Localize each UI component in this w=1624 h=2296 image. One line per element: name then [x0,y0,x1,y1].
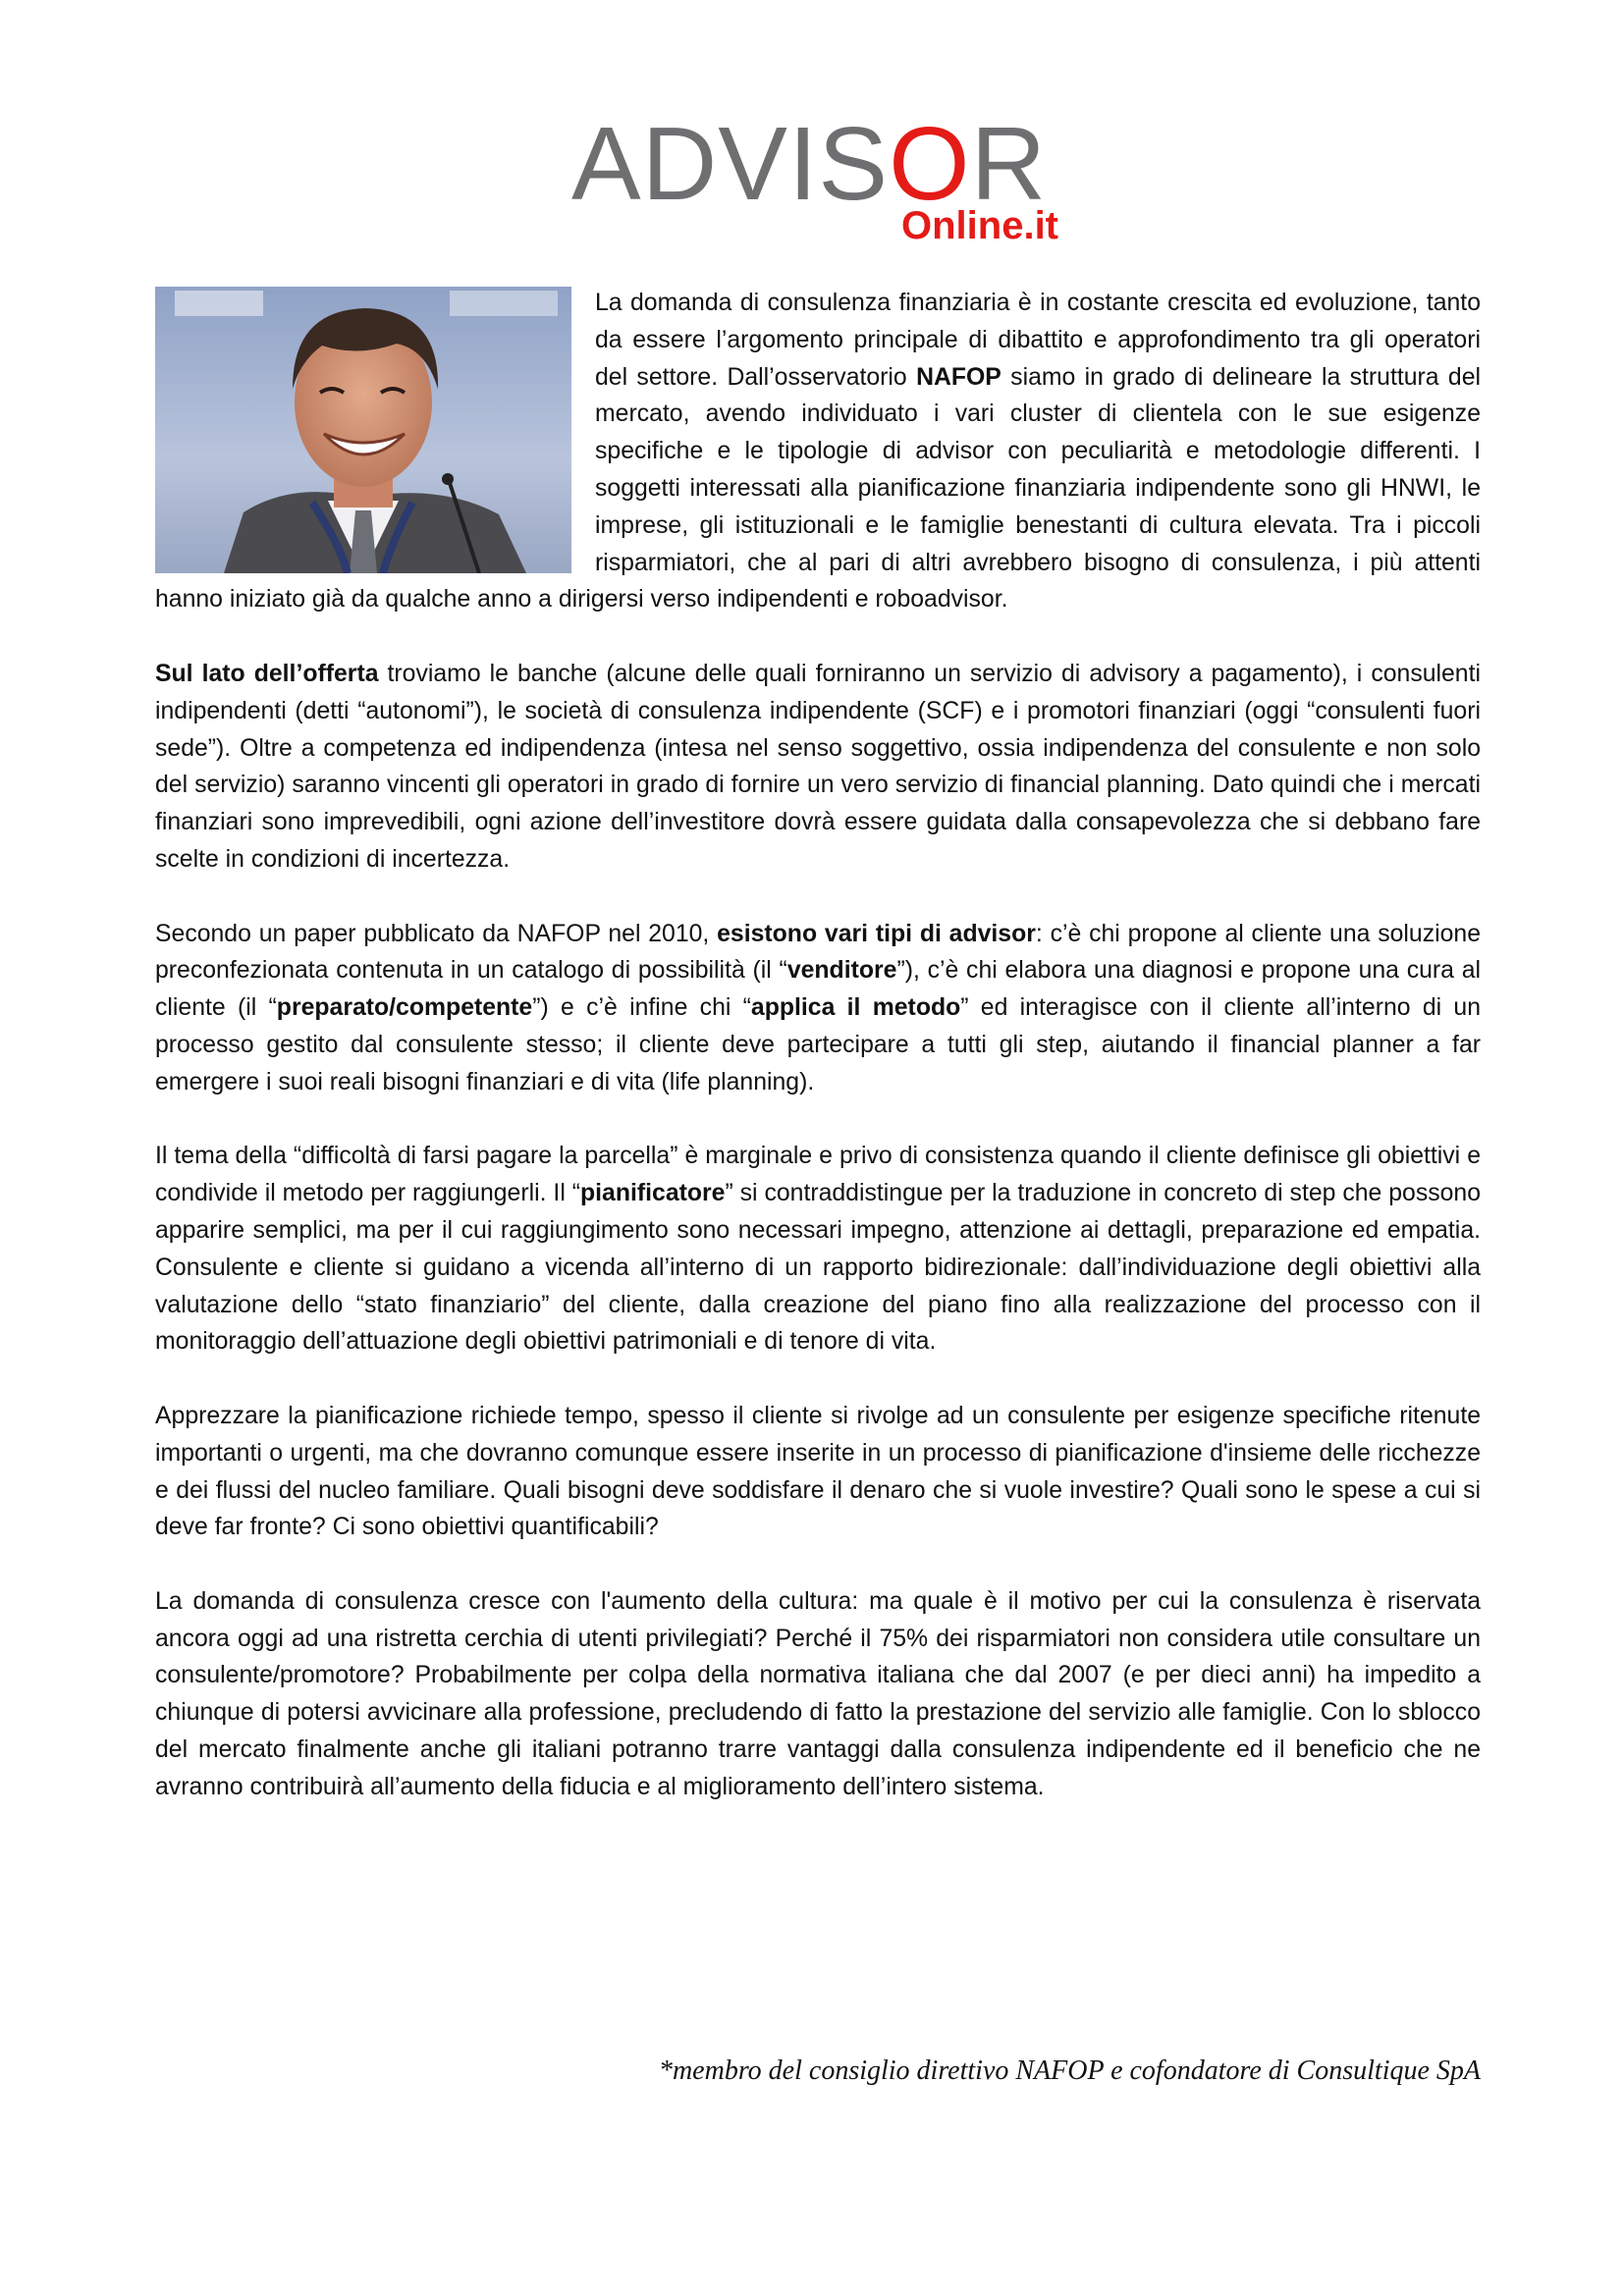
paragraph-6: La domanda di consulenza cresce con l'aumento della cultura: ma quale è il motivo per cui la consulenza è riservata ancora oggi ad una ristretta cerchia di utenti privilegiati? Perché il 75% dei risparmiatori non considera utile consultare un consulente/promotore? Probabilmente per colpa della normativa italiana che dal 2007 (e per dieci anni) ha impedito a chiunque di potersi avvicinare alla professione, precludendo di fatto la prestazione del servizio alle famiglie. Con lo sblocco del mercato finalmente anche gli italiani potranno trarre vantaggi dalla consulenza indipendente ed il beneficio che ne avranno contribuirà all’aumento della fiducia e al miglioramento dell’intero sistema. [155,1587,1481,1800]
paragraph-3-text-g: ”) e c’è infine chi “ [532,994,751,1022]
paragraph-3-bold-metodo: applica il metodo [750,994,961,1022]
paragraph-2-bold-lead: Sul lato dell’offerta [155,660,379,687]
article-body [155,285,1481,1842]
paragraph-3-text-e: ”), c’è chi elabora una diagnosi e propone una cura al cliente (il “ [155,957,1481,1022]
advisor-online-logo [571,106,1062,247]
author-portrait-photo [155,287,571,573]
paragraph-3-bold-venditore: venditore [786,957,897,985]
portrait-image [155,287,571,573]
paragraph-1-text-c: siamo in grado di delineare la struttura del mercato, avendo individuato i vari cluster di clientela con le sue esigenze specifiche e le tipologie di advisor con peculiarità e metodologie differenti. I soggetti interessati alla pianificazione finanziaria indipendente sono gli HNWI, le imprese, gli istituzionali e le famiglie benestanti di cultura elevata. Tra i piccoli risparmiatori, che al pari di altri avrebbero bisogno di consulenza, i più attenti hanno iniziato già da qualche anno a dirigersi verso indipendenti e roboadvisor. [155,363,1481,614]
paragraph-3-bold-tipi: esistono vari tipi di advisor [717,920,1036,947]
paragraph-3-text-c: : c’è chi propone al cliente una soluzione preconfezionata contenuta in un catalogo di possibilità (il “ [155,920,1481,985]
logo-r: R [970,106,1048,222]
logo-online-it: Online.it [901,204,1058,247]
paragraph-4 [155,1138,1481,1361]
author-footnote: *membro del consiglio direttivo NAFOP e cofondatore di Consultique SpA [658,2056,1481,2086]
logo-wordmark [571,106,1048,222]
paragraph-3-bold-preparato: preparato/competente [276,994,533,1022]
paragraph-2-text: troviamo le banche (alcune delle quali forniranno un servizio di advisory a pagamento), i consulenti indipendenti (detti “autonomi”), le società di consulenza indipendente (SCF) e i promotori finanziari (oggi “consulenti fuori sede”). Oltre a competenza ed indipendenza (intesa nel senso soggettivo, ossia indipendenza del consulente e non solo del servizio) saranno vincenti gli operatori in grado di fornire un vero servizio di financial planning. Dato quindi che i mercati finanziari sono imprevedibili, ogni azione dell’investitore dovrà essere guidata dalla consapevolezza che si debbano fare scelte in condizioni di incertezza. [155,660,1481,873]
paragraph-3 [155,916,1481,1101]
paragraph-1-bold-nafop: NAFOP [916,363,1001,391]
paragraph-4-text-a: Il tema della “difficoltà di farsi pagare la parcella” è marginale e privo di consistenza quando il cliente definisce gli obiettivi e condivide il metodo per raggiungerli. Il “ [155,1143,1481,1207]
paragraph-5: Apprezzare la pianificazione richiede tempo, spesso il cliente si rivolge ad un consulente per esigenze specifiche ritenute importanti o urgenti, ma che dovranno comunque essere inserite in un processo di pianificazione d'insieme delle ricchezze e dei flussi del nucleo familiare. Quali bisogni deve soddisfare il denaro che si vuole investire? Quali sono le spese a cui si deve far fronte? Ci sono obiettivi quantificabili? [155,1402,1481,1541]
paragraph-4-text-c: ” si contraddistingue per la traduzione in concreto di step che possono apparire semplici, ma per il cui raggiungimento sono necessari impegno, attenzione ai dettagli, preparazione ed empatia. Consulente e cliente si guidano a vicenda all’interno di un rapporto bidirezionale: dall’individuazione degli obiettivi alla valutazione dello “stato finanziario” del cliente, dalla creazione del piano fino alla realizzazione del processo con il monitoraggio dell’attuazione degli obiettivi patrimoniali e di tenore di vita. [155,1180,1482,1356]
logo-advis: ADVIS [571,106,890,222]
paragraph-3-text-a: Secondo un paper pubblicato da NAFOP nel 2010, [155,920,718,947]
paragraph-3-text-i: ” ed interagisce con il cliente all’interno di un processo gestito dal consulente stesso; il cliente deve partecipare a tutti gli step, aiutando il financial planner a far emergere i suoi reali bisogni finanziari e di vita (life planning). [155,994,1482,1095]
logo-o-red: O [889,106,971,222]
paragraph-4-bold-pianificatore: pianificatore [580,1180,726,1207]
paragraph-2 [155,656,1481,879]
paragraph-1-text-a: La domanda di consulenza finanziaria è in costante crescita ed evoluzione, tanto da essere l’argomento principale di dibattito e approfondimento tra gli operatori del settore. Dall’osservatorio [595,290,1481,391]
